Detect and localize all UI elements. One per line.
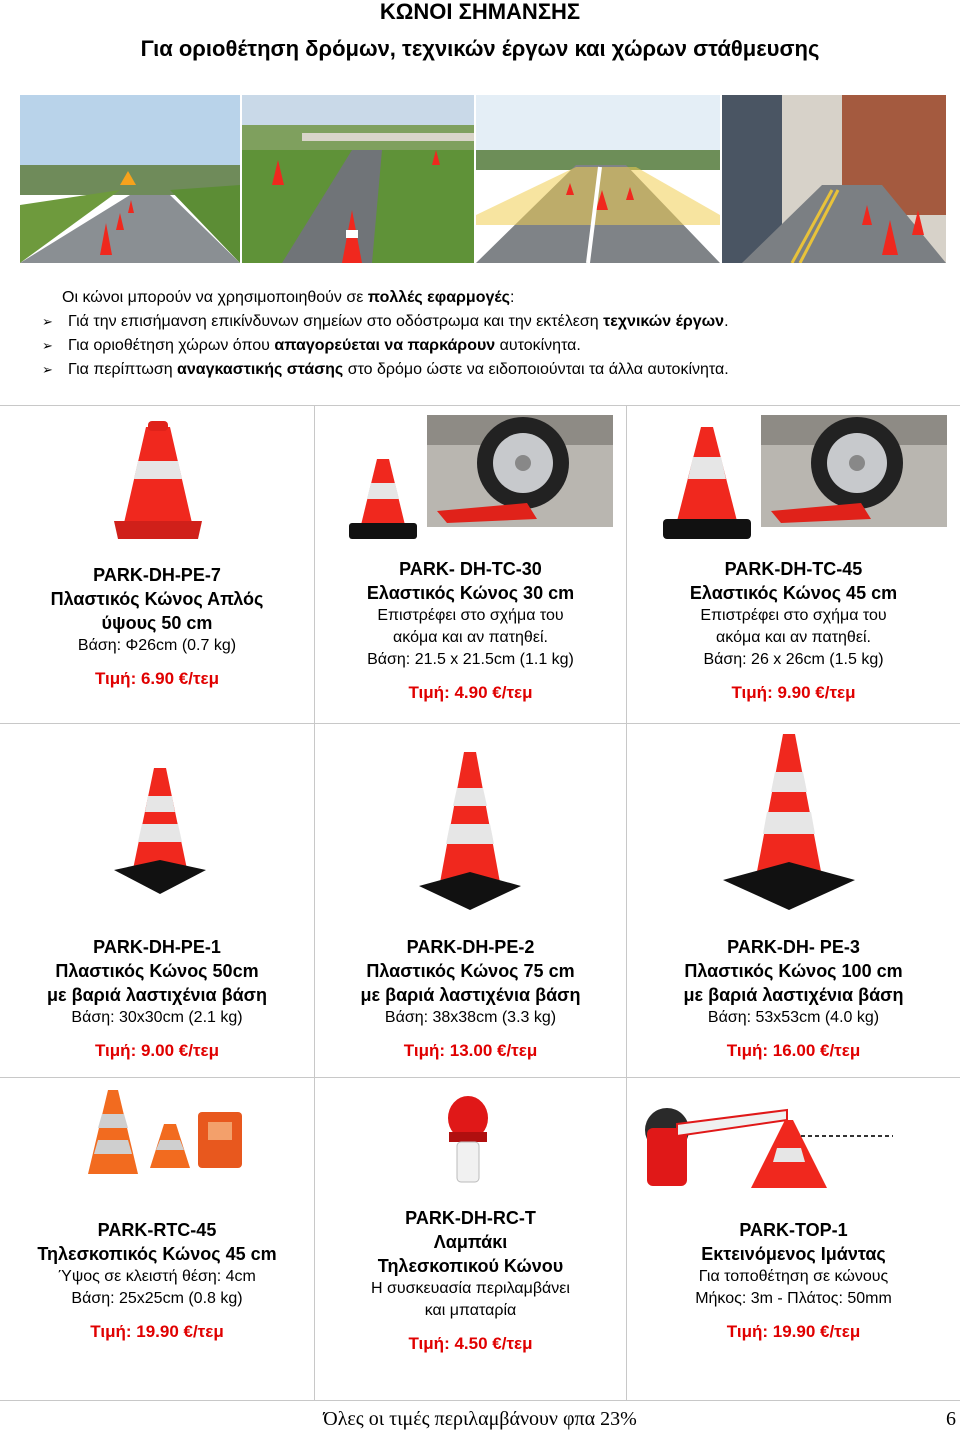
grid-divider: [0, 1400, 960, 1401]
product-price: Τιμή: 4.50 €/τεμ: [408, 1334, 533, 1353]
product-name: ύψους 50 cm: [101, 613, 213, 633]
product-grid: [0, 405, 960, 1401]
telescopic-cone-image: [86, 1084, 248, 1184]
product-card: [315, 724, 626, 1077]
product-spec: Βάση: Φ26cm (0.7 kg): [77, 637, 237, 654]
product-name: Ελαστικός Κώνος 30 cm: [366, 583, 575, 603]
application-photos: [20, 95, 946, 263]
vat-note: Όλες οι τιμές περιλαμβάνουν φπα 23%: [323, 1408, 637, 1430]
product-price: Τιμή: 13.00 €/τεμ: [403, 1041, 538, 1060]
product-spec: Βάση: 38x38cm (3.3 kg): [384, 1009, 557, 1026]
product-code: PARK-DH-PE-2: [406, 937, 535, 957]
product-card: [0, 405, 314, 723]
product-spec: Για τοποθέτηση σε κώνους: [698, 1268, 889, 1285]
product-card: [627, 724, 960, 1077]
traffic-cone-image: [657, 423, 757, 545]
product-spec: Επιστρέφει στο σχήμα του: [377, 607, 564, 624]
product-spec: Βάση: 25x25cm (0.8 kg): [71, 1290, 243, 1307]
cone-lamp-image: [443, 1092, 493, 1188]
intro-bullet-1: ➢ Γιά την επισήμανση επικίνδυνων σημείων στο οδόστρωμα και την εκτέλεση τεχνικών έργων.: [20, 310, 940, 334]
product-name: Πλαστικός Κώνος Απλός: [50, 589, 264, 609]
product-name: Τηλεσκοπικός Κώνος 45 cm: [37, 1244, 277, 1264]
intro-lead: Οι κώνοι μπορούν να χρησιμοποιηθούν σε πολλές εφαρμογές:: [62, 289, 515, 306]
product-spec: Η συσκευασία περιλαμβάνει: [371, 1280, 570, 1297]
product-spec: Ύψος σε κλειστή θέση: 4cm: [58, 1268, 256, 1285]
product-price: Τιμή: 6.90 €/τεμ: [94, 669, 219, 688]
product-card: [0, 1078, 314, 1400]
product-name: με βαριά λαστιχένια βάση: [683, 985, 904, 1005]
photo-country-road: [20, 95, 240, 263]
product-price: Τιμή: 19.90 €/τεμ: [90, 1322, 224, 1341]
traffic-cone-image: [415, 748, 525, 920]
product-code: PARK-DH- PE-3: [727, 937, 860, 957]
intro-bullet-3: ➢ Για περίπτωση αναγκαστικής στάσης στο δρόμο ώστε να ειδοποιούνται τα άλλα αυτοκίνητα.: [20, 358, 940, 382]
product-spec: Βάση: 26 x 26cm (1.5 kg): [703, 651, 884, 668]
traffic-cone-image: [719, 732, 859, 920]
traffic-cone-image: [110, 762, 210, 902]
page-title: ΚΩΝΟΙ ΣΗΜΑΝΣΗΣ: [379, 0, 581, 24]
product-price: Τιμή: 19.90 €/τεμ: [726, 1322, 861, 1341]
page-subtitle: Για οριοθέτηση δρόμων, τεχνικών έργων και χώρων στάθμευσης: [140, 36, 820, 61]
product-price: Τιμή: 16.00 €/τεμ: [726, 1041, 861, 1060]
product-price: Τιμή: 9.90 €/τεμ: [731, 683, 856, 702]
cone-under-wheel-photo: [761, 415, 947, 527]
product-price: Τιμή: 9.00 €/τεμ: [94, 1041, 219, 1060]
product-card: [315, 1078, 626, 1400]
product-card: [0, 724, 314, 1077]
product-card: [627, 1078, 960, 1400]
product-name: με βαριά λαστιχένια βάση: [360, 985, 581, 1005]
product-card: [627, 405, 960, 723]
product-spec: ακόμα και αν πατηθεί.: [393, 629, 548, 646]
photo-riverside-path: [242, 95, 474, 263]
product-spec: ακόμα και αν πατηθεί.: [716, 629, 871, 646]
product-spec: Βάση: 53x53cm (4.0 kg): [707, 1009, 880, 1026]
page-number: 6: [946, 1408, 956, 1430]
product-spec: και μπαταρία: [424, 1302, 517, 1319]
arrow-bullet-icon: ➢: [42, 338, 53, 353]
product-name: με βαριά λαστιχένια βάση: [47, 985, 267, 1005]
photo-highway-lanes: [476, 95, 720, 263]
product-spec: Βάση: 21.5 x 21.5cm (1.1 kg): [367, 651, 574, 668]
intro-bullet-2: ➢ Για οριοθέτηση χώρων όπου απαγορεύεται να παρκάρουν αυτοκίνητα.: [20, 334, 940, 358]
traffic-cone-image: [108, 417, 208, 545]
extendable-belt-image: [637, 1096, 897, 1196]
photo-city-street: [722, 95, 946, 263]
product-code: PARK-RTC-45: [97, 1220, 217, 1240]
product-name: Εκτεινόμενος Ιμάντας: [701, 1244, 886, 1264]
product-name: Λαμπάκι: [433, 1232, 508, 1252]
product-name: Πλαστικός Κώνος 75 cm: [366, 961, 575, 981]
product-spec: Βάση: 30x30cm (2.1 kg): [71, 1009, 243, 1026]
product-code: PARK-DH-TC-45: [724, 559, 863, 579]
arrow-bullet-icon: ➢: [42, 314, 53, 329]
intro-text: [20, 286, 940, 382]
product-name: Πλαστικός Κώνος 100 cm: [684, 961, 903, 981]
product-name: Ελαστικός Κώνος 45 cm: [689, 583, 898, 603]
traffic-cone-image: [343, 453, 423, 543]
product-code: PARK- DH-TC-30: [399, 559, 542, 579]
arrow-bullet-icon: ➢: [42, 362, 53, 377]
product-code: PARK-DH-RC-T: [405, 1208, 536, 1228]
product-code: PARK-DH-PE-7: [93, 565, 221, 585]
product-name: Τηλεσκοπικού Κώνου: [377, 1256, 564, 1276]
product-code: PARK-TOP-1: [739, 1220, 848, 1240]
cone-under-wheel-photo: [427, 415, 613, 527]
product-card: [315, 405, 626, 723]
product-spec: Επιστρέφει στο σχήμα του: [700, 607, 887, 624]
product-spec: Μήκος: 3m - Πλάτος: 50mm: [695, 1290, 892, 1307]
product-name: Πλαστικός Κώνος 50cm: [55, 961, 259, 981]
product-price: Τιμή: 4.90 €/τεμ: [408, 683, 533, 702]
product-code: PARK-DH-PE-1: [93, 937, 221, 957]
